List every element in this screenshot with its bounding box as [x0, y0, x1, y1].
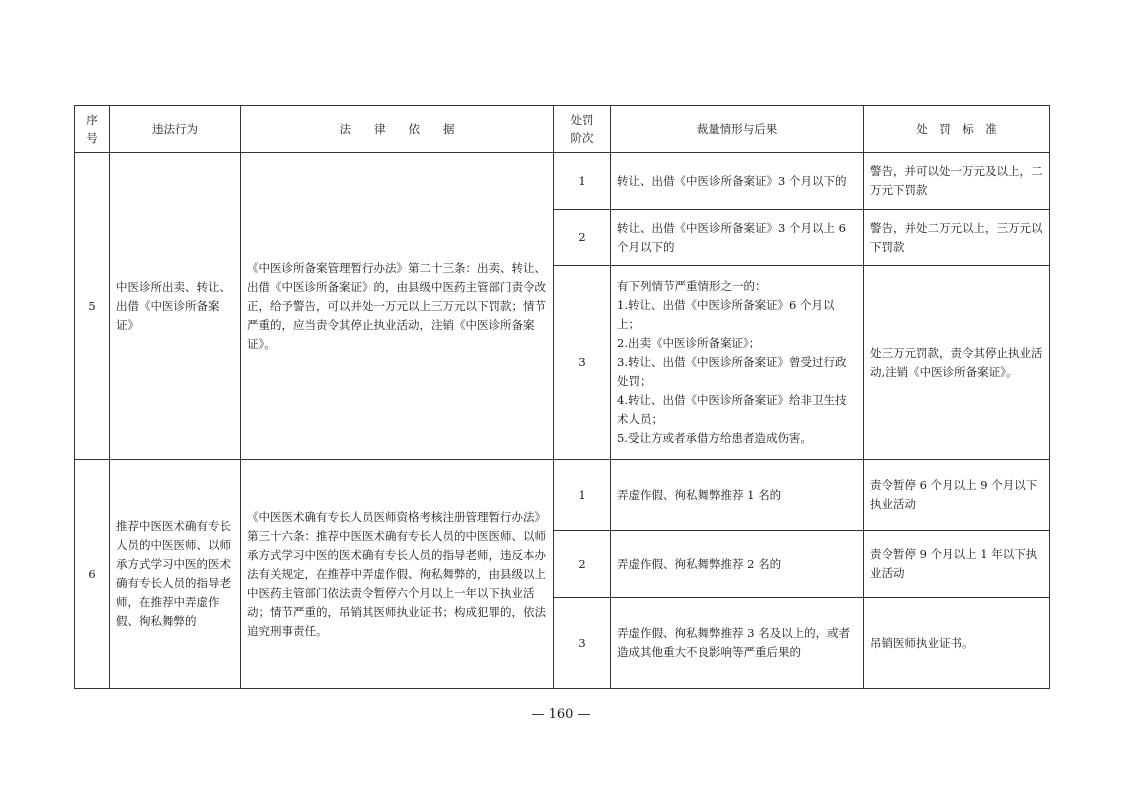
- condition-text: 转让、出借《中医诊所备案证》3 个月以上 6 个月以下的: [617, 220, 846, 254]
- standard-text: 警告，并处二万元以上，三万元以下罚款: [870, 220, 1043, 254]
- row-number: 5: [75, 153, 110, 460]
- legal-basis-text: 《中医诊所备案管理暂行办法》第二十三条：出卖、转让、出借《中医诊所备案证》的，由县级中医药主管部门责令改正，给予警告，可以并处一万元以上三万元以下罚款；情节严重的，应当责令其停止执业活动，注销《中医诊所备案证》。: [247, 260, 546, 351]
- standard-text: 吊销医师执业证书。: [870, 635, 974, 650]
- violation-cell: [110, 460, 241, 689]
- legal-basis-text: 《中医医术确有专长人员医师资格考核注册管理暂行办法》第三十六条：推荐中医医术确有专长人员的中医医师、以师承方式学习中医的医术确有专长人员的指导老师，违反本办法有关规定，在推荐中弄虚作假、徇私舞弊的，由县级以上中医药主管部门依法责令暂停六个月以上一年以下执业活动；情节严重的，吊销其医师执业证书；构成犯罪的，依法追究刑事责任。: [247, 509, 546, 638]
- header-legal-basis: 法 律 依 据: [241, 106, 554, 153]
- standard-cell: [864, 153, 1050, 210]
- header-violation: 违法行为: [110, 106, 241, 153]
- tier-cell: 1: [554, 460, 611, 531]
- tier-cell: 1: [554, 153, 611, 210]
- standard-cell: [864, 598, 1050, 689]
- tier-cell: 3: [554, 598, 611, 689]
- header-tier: 处罚 阶次: [554, 106, 611, 153]
- condition-text: 转让、出借《中医诊所备案证》3 个月以下的: [617, 173, 847, 188]
- condition-text: 弄虚作假、徇私舞弊推荐 3 名及以上的，或者造成其他重大不良影响等严重后果的: [617, 626, 851, 659]
- condition-cell: [611, 210, 864, 266]
- standard-cell: [864, 266, 1050, 460]
- condition-cell: [611, 266, 864, 460]
- header-standard: 处 罚 标 准: [864, 106, 1050, 153]
- row-number: 6: [75, 460, 110, 689]
- standard-text: 处三万元罚款，责令其停止执业活动,注销《中医诊所备案证》。: [870, 345, 1043, 379]
- table-header-row: [75, 106, 1050, 153]
- condition-text: 弄虚作假、徇私舞弊推荐 1 名的: [617, 487, 782, 502]
- header-circumstances: 裁量情形与后果: [611, 106, 864, 153]
- violation-cell: [110, 153, 241, 460]
- tier-cell: 3: [554, 266, 611, 460]
- standard-cell: [864, 210, 1050, 266]
- standard-cell: [864, 460, 1050, 531]
- penalty-standards-table: [74, 105, 1050, 689]
- condition-cell: [611, 460, 864, 531]
- header-seq: 序 号: [75, 106, 110, 153]
- table-row: [75, 460, 1050, 531]
- condition-text: 有下列情节严重情形之一的： 1.转让、出借《中医诊所备案证》6 个月以上； 2.出卖《中医诊所备案证》； 3.转让、出借《中医诊所备案证》曾受过行政处罚； 4.转让、出借《中医诊所备案证》给非卫生技术人员； 5.受让方或者承借方给患者造成伤害。: [617, 279, 847, 445]
- violation-text: 推荐中医医术确有专长人员的中医医师、以师承方式学习中医的医术确有专长人员的指导老师，在推荐中弄虚作假、徇私舞弊的: [116, 519, 231, 628]
- standard-cell: [864, 531, 1050, 598]
- legal-basis-cell: [241, 460, 554, 689]
- page-number: — 160 —: [531, 707, 591, 722]
- violation-text: 中医诊所出卖、转让、出借《中医诊所备案证》: [116, 279, 231, 332]
- condition-cell: [611, 598, 864, 689]
- condition-cell: [611, 531, 864, 598]
- tier-cell: 2: [554, 531, 611, 598]
- standard-text: 警告，并可以处一万元及以上，二万元下罚款: [870, 164, 1043, 197]
- condition-text: 弄虚作假、徇私舞弊推荐 2 名的: [617, 556, 782, 571]
- tier-cell: 2: [554, 210, 611, 266]
- standard-text: 责令暂停 6 个月以上 9 个月以下执业活动: [870, 478, 1038, 511]
- table-row: [75, 153, 1050, 210]
- condition-cell: [611, 153, 864, 210]
- legal-basis-cell: [241, 153, 554, 460]
- standard-text: 责令暂停 9 个月以上 1 年以下执业活动: [870, 547, 1038, 580]
